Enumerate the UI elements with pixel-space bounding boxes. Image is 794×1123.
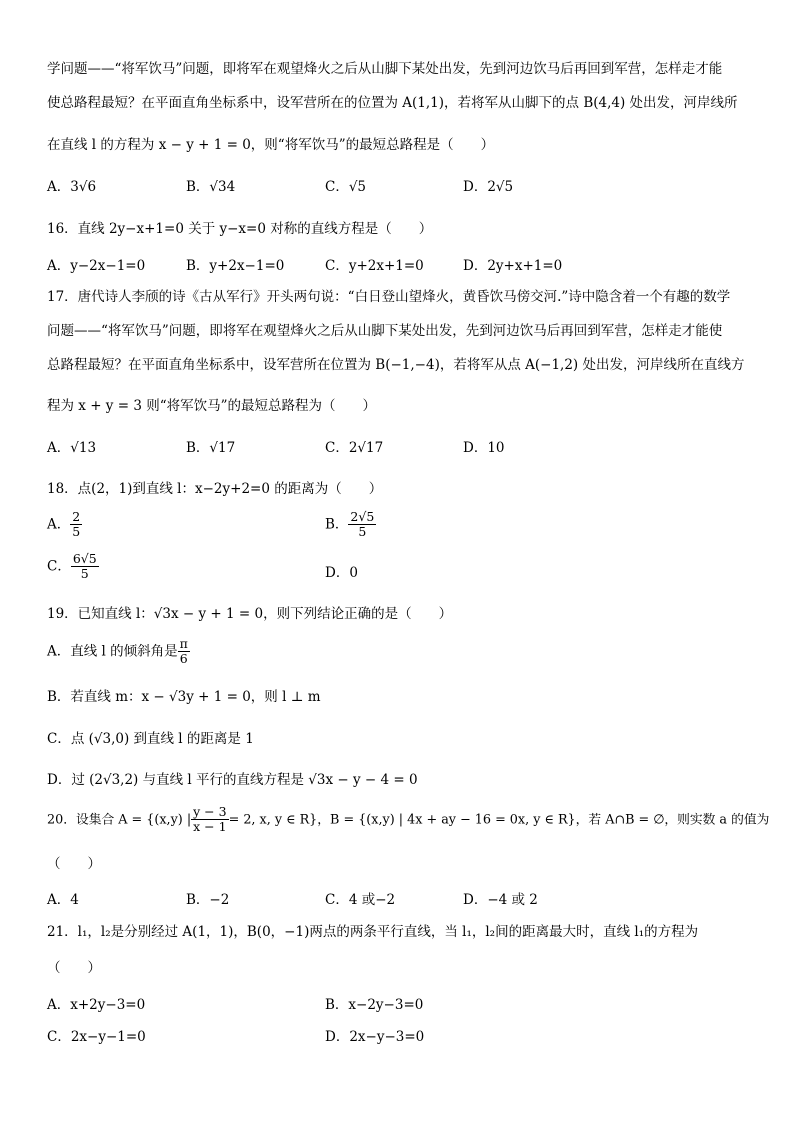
q18-option-b-num: 2√5 (350, 509, 375, 524)
q20-frac-num: y − 3 (193, 804, 227, 819)
q15-option-c[interactable]: C．√5 (325, 179, 367, 195)
q20-stem-fraction (191, 805, 228, 835)
q16-option-a[interactable]: A．y−2x−1=0 (47, 258, 146, 274)
q18-option-a-num: 2 (72, 509, 81, 524)
q18-option-b-label: B． (325, 516, 349, 533)
q18-option-a[interactable] (47, 510, 82, 540)
q18-stem: 18．点(2，1)到直线 l：x−2y+2=0 的距离为（ ） (47, 481, 383, 497)
q18-option-b-fraction (348, 510, 376, 540)
q19-option-b[interactable]: B．若直线 m：x − √3y + 1 = 0，则 l ⊥ m (47, 689, 321, 705)
q20-option-a[interactable]: A．4 (47, 892, 79, 908)
q18-option-c-label: C． (47, 558, 71, 575)
q20-stem-pre: 20．设集合 A = {(x,y) | (47, 812, 192, 828)
q19-option-c[interactable]: C．点 (√3,0) 到直线 l 的距离是 1 (47, 731, 254, 747)
q18-option-b-den: 5 (358, 524, 367, 540)
q17-line-2: 问题——“将军饮马”问题，即将军在观望烽火之后从山脚下某处出发，先到河边饮马后再回到军营，怎样走才能使 (47, 323, 723, 339)
q17-option-a[interactable]: A．√13 (47, 440, 97, 456)
q19-stem: 19．已知直线 l：√3x − y + 1 = 0，则下列结论正确的是（ ） (47, 606, 453, 622)
q15-line-1: 学问题——“将军饮马”问题，即将军在观望烽火之后从山脚下某处出发，先到河边饮马后再回到军营，怎样走才能 (47, 61, 723, 77)
q16-stem: 16．直线 2y−x+1=0 关于 y−x=0 对称的直线方程是（ ） (47, 221, 433, 237)
q15-line-2: 使总路程最短？在平面直角坐标系中，设军营所在的位置为 A(1,1)，若将军从山脚下的点 B(4,4) 处出发，河岸线所 (47, 95, 738, 111)
q18-option-c-fraction (71, 552, 99, 582)
q21-option-c[interactable]: C．2x−y−1=0 (47, 1029, 146, 1045)
q19-option-a[interactable] (47, 637, 190, 667)
q16-option-c[interactable]: C．y+2x+1=0 (325, 258, 424, 274)
q19-option-a-text: A．直线 l 的倾斜角是 (47, 643, 178, 660)
q17-option-d[interactable]: D．10 (463, 440, 505, 456)
q21-answer-paren: （ ） (47, 960, 101, 976)
q20-stem-post: = 2, x, y ∈ R}，B = {(x,y) | 4x + ay − 16 = 0x, y ∈ R}，若 A∩B = ∅，则实数 a 的值为 (228, 812, 770, 828)
q18-option-c-num: 6√5 (72, 551, 97, 566)
q20-stem (47, 805, 769, 835)
q15-option-b[interactable]: B．√34 (186, 179, 236, 195)
q17-line-1: 17．唐代诗人李颀的诗《古从军行》开头两句说：“白日登山望烽火，黄昏饮马傍交河.”诗中隐含着一个有趣的数学 (47, 289, 731, 305)
q18-option-a-label: A． (47, 516, 71, 533)
q18-option-c[interactable] (47, 552, 99, 582)
q19-option-a-fraction (178, 637, 190, 667)
q18-option-a-fraction (70, 510, 82, 540)
q20-option-c[interactable]: C．4 或−2 (325, 892, 396, 908)
q18-option-b[interactable] (325, 510, 376, 540)
q15-option-a[interactable]: A．3√6 (47, 179, 97, 195)
q19-option-d[interactable]: D．过 (2√3,2) 与直线 l 平行的直线方程是 √3x − y − 4 = 0 (47, 772, 418, 788)
q20-option-d[interactable]: D．−4 或 2 (463, 892, 538, 908)
q20-answer-paren: （ ） (47, 856, 101, 872)
q21-option-a[interactable]: A．x+2y−3=0 (47, 997, 146, 1013)
q18-option-d[interactable]: D．0 (325, 565, 358, 581)
q18-option-c-den: 5 (80, 566, 89, 582)
q16-option-d[interactable]: D．2y+x+1=0 (463, 258, 563, 274)
q15-line-3: 在直线 l 的方程为 x − y + 1 = 0，则“将军饮马”的最短总路程是（ ） (47, 137, 495, 153)
q19-option-a-den: 6 (179, 651, 188, 667)
q17-line-4: 程为 x + y = 3 则“将军饮马”的最短总路程为（ ） (47, 398, 377, 414)
q21-option-b[interactable]: B．x−2y−3=0 (325, 997, 424, 1013)
q17-option-c[interactable]: C．2√17 (325, 440, 384, 456)
q16-option-b[interactable]: B．y+2x−1=0 (186, 258, 285, 274)
q17-option-b[interactable]: B．√17 (186, 440, 236, 456)
q15-option-d[interactable]: D．2√5 (463, 179, 514, 195)
q19-option-a-num: π (179, 636, 188, 651)
q20-option-b[interactable]: B．−2 (186, 892, 230, 908)
q18-option-a-den: 5 (72, 524, 81, 540)
q21-option-d[interactable]: D．2x−y−3=0 (325, 1029, 425, 1045)
q17-line-3: 总路程最短？在平面直角坐标系中，设军营所在位置为 B(−1,−4)，若将军从点 A(−1,2) 处出发，河岸线所在直线方 (47, 357, 745, 373)
q21-stem: 21．l₁，l₂是分别经过 A(1，1)，B(0，−1)两点的两条平行直线，当 l₁，l₂间的距离最大时，直线 l₁的方程为 (47, 924, 699, 940)
q20-frac-den: x − 1 (193, 819, 227, 835)
